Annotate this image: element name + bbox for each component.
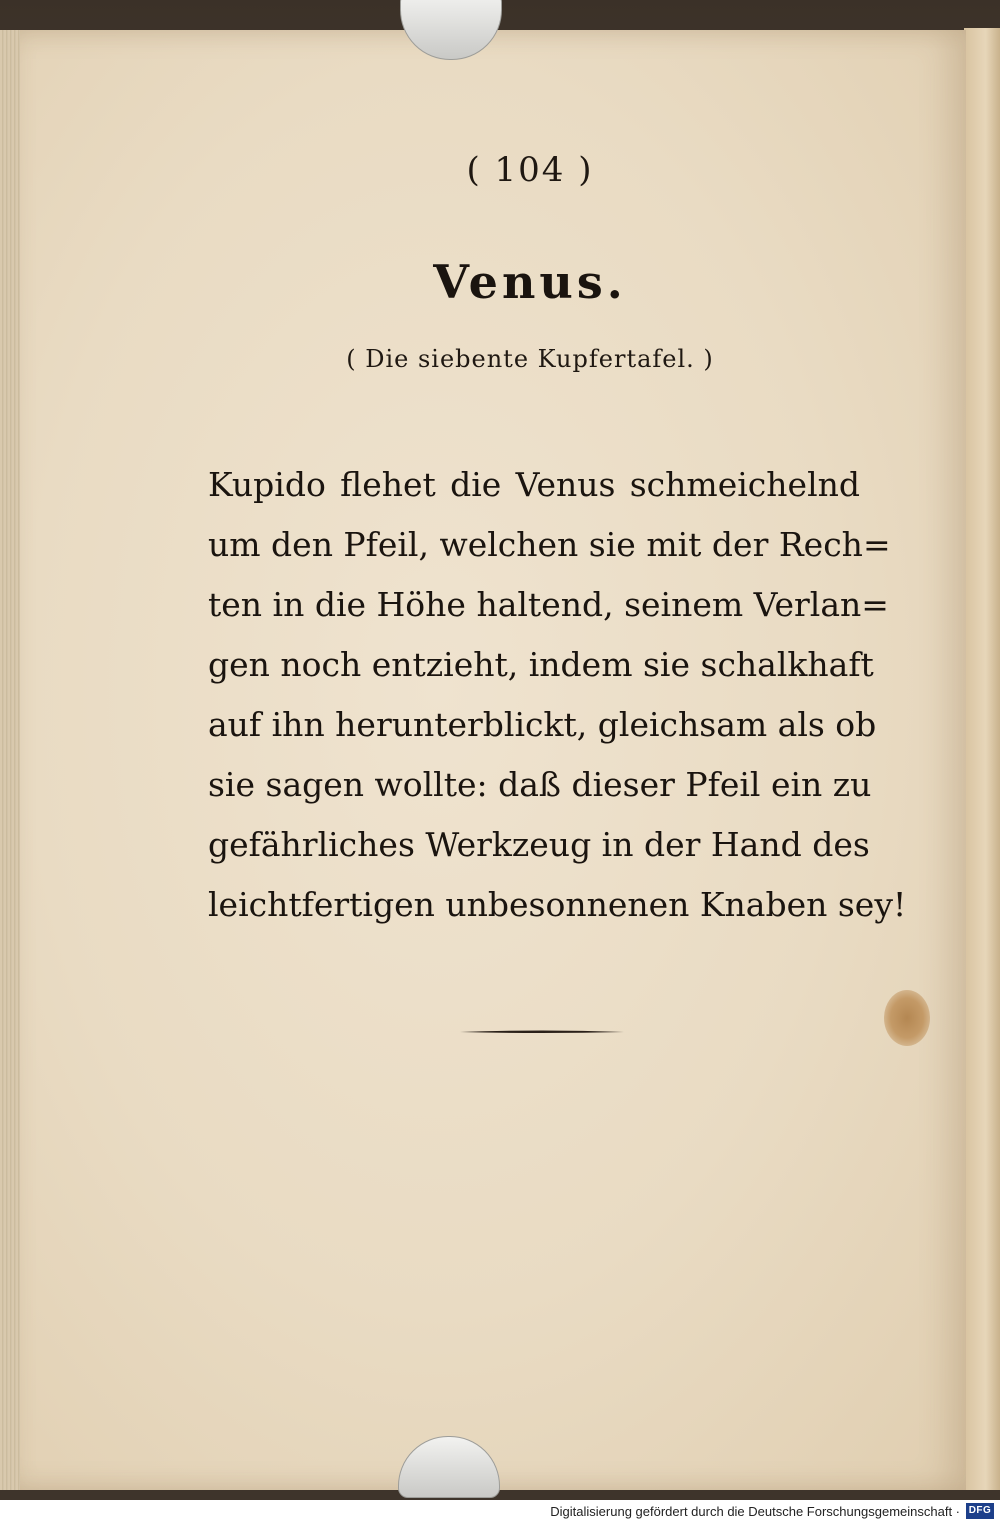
paper-stain [884,990,930,1046]
body-text [208,455,907,935]
page-number: ( 104 ) [466,150,594,190]
text-line: ten in die Höhe haltend, seinem Verlan= [208,585,889,624]
facing-page-edge [964,28,1000,1490]
text-line: leichtfertigen unbesonnenen Knaben sey! [208,885,907,924]
funding-credit: Digitalisierung gefördert durch die Deutsche Forschungsgemeinschaft · [550,1504,960,1519]
plate-caption: ( Die siebente Kupfertafel. ) [346,345,714,373]
footer-bar [0,1500,1000,1524]
text-line: Kupido flehet die Venus schmeichelnd [208,465,860,504]
text-line: gefährliches Werkzeug in der Hand des [208,825,870,864]
text-line: um den Pfeil, welchen sie mit der Rech= [208,525,891,564]
text-line: auf ihn herunterblickt, gleichsam als ob [208,705,877,744]
divider-ornament [460,1030,624,1034]
text-line: sie sagen wollte: daß dieser Pfeil ein zu [208,765,872,804]
dfg-logo-icon: DFG [966,1503,994,1519]
page-title: Venus. [433,255,627,309]
page-stack-edges [0,30,20,1490]
text-line: gen noch entzieht, indem sie schalkhaft [208,645,874,684]
